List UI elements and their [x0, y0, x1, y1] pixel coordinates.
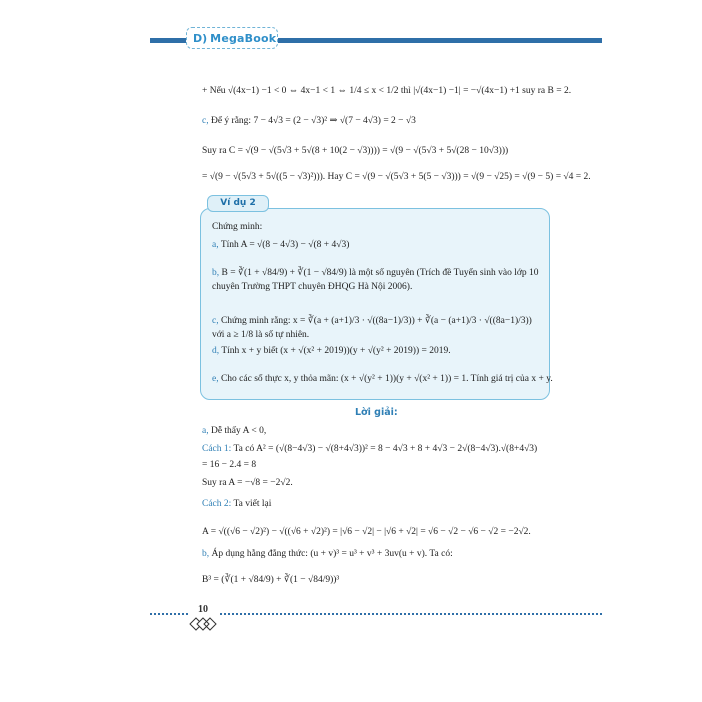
- solution-line-7: [202, 549, 453, 559]
- text-line-4: = √(9 − √(5√3 + 5√((5 − √3)²))). Hay C = √(9 − √(5√3 + 5(5 − √3))) = √(9 − √25) = √(9 − 5) = √4 = 2.: [202, 172, 591, 182]
- solution-heading: Lời giải:: [355, 407, 398, 418]
- example-text-d: Tính x + y biết (x + √(x² + 2019))(y + √(y² + 2019)) = 2019.: [221, 346, 451, 356]
- text-line-2: [202, 115, 416, 126]
- example-label-d: d,: [212, 346, 220, 356]
- solution-label-cach2: Cách 2:: [202, 499, 232, 509]
- example-tab: Ví dụ 2: [207, 195, 269, 212]
- solution-label-a: a,: [202, 426, 209, 436]
- text-line-3: Suy ra C = √(9 − √(5√3 + 5√(8 + 10(2 − √3)))) = √(9 − √(5√3 + 5√(28 − 10√3))): [202, 146, 509, 156]
- solution-text-2: Ta có A² = (√(8−4√3) − √(8+4√3))² = 8 − 4√3 + 8 + 4√3 − 2√(8−4√3).√(8+4√3): [233, 444, 538, 454]
- example-intro: Chứng minh:: [212, 222, 263, 232]
- example-text-c: Chứng minh rằng: x = ∛(a + (a+1)/3 · √((8a−1)/3)) + ∛(a − (a+1)/3 · √((8a−1)/3)) với a ≥ 1/8 là số tự nhiên.: [212, 316, 532, 340]
- brand-name: MegaBook: [210, 31, 277, 45]
- solution-text-7: Áp dụng hằng đẳng thức: (u + v)³ = u³ + v³ + 3uv(u + v). Ta có:: [211, 549, 453, 559]
- solution-text-1: Dễ thấy A < 0,: [210, 426, 267, 436]
- example-label-b: b,: [212, 268, 220, 278]
- example-item-e: [212, 374, 553, 384]
- example-item-d: [212, 346, 451, 356]
- solution-line-2: [202, 444, 537, 454]
- text-line-1: + Nếu √(4x−1) −1 < 0 ⇔ 4x−1 < 1 ⇔ 1/4 ≤ x < 1/2 thì |√(4x−1) −1| = −√(4x−1) +1 suy ra B = 2.: [202, 86, 572, 96]
- part-label-c: c,: [202, 116, 209, 126]
- example-text-b: B = ∛(1 + √84/9) + ∛(1 − √84/9) là một số nguyên (Trích đề Tuyển sinh vào lớp 10 chuyên Trường THPT chuyên ĐHQG Hà Nội 2006).: [212, 268, 539, 292]
- example-item-c: [212, 314, 542, 342]
- example-item-a: [212, 240, 349, 250]
- example-box: [200, 208, 550, 400]
- example-text-a: Tính A = √(8 − 4√3) − √(8 + 4√3): [220, 240, 350, 250]
- solution-line-6: A = √((√6 − √2)²) − √((√6 + √2)²) = |√6 − √2| − |√6 + √2| = √6 − √2 − √6 − √2 = −2√2.: [202, 527, 531, 537]
- solution-line-3: = 16 − 2.4 = 8: [202, 460, 257, 470]
- page-number: 10: [198, 604, 208, 615]
- megabook-logo-icon: D): [193, 31, 208, 45]
- solution-line-8: B³ = (∛(1 + √84/9) + ∛(1 − √84/9))³: [202, 575, 340, 585]
- example-label-a: a,: [212, 240, 219, 250]
- footer-divider-right: [220, 613, 602, 615]
- text-line-2-content: Để ý rằng: 7 − 4√3 = (2 − √3)² ⇒ √(7 − 4√3) = 2 − √3: [210, 116, 416, 126]
- solution-line-4: Suy ra A = −√8 = −2√2.: [202, 478, 293, 488]
- brand-logo: [186, 27, 278, 49]
- diamond-ornament-icon: [188, 617, 218, 631]
- example-label-c: c,: [212, 316, 219, 326]
- solution-label-cach1: Cách 1:: [202, 444, 232, 454]
- solution-label-b: b,: [202, 549, 210, 559]
- example-item-b: [212, 266, 542, 294]
- solution-line-1: [202, 426, 266, 436]
- solution-text-5: Ta viết lại: [233, 499, 272, 509]
- footer-divider-left: [150, 613, 188, 615]
- example-text-e: Cho các số thực x, y thỏa mãn: (x + √(y² + 1))(y + √(x² + 1)) = 1. Tính giá trị của x + y.: [220, 374, 553, 384]
- example-label-e: e,: [212, 374, 219, 384]
- solution-line-5: [202, 499, 271, 509]
